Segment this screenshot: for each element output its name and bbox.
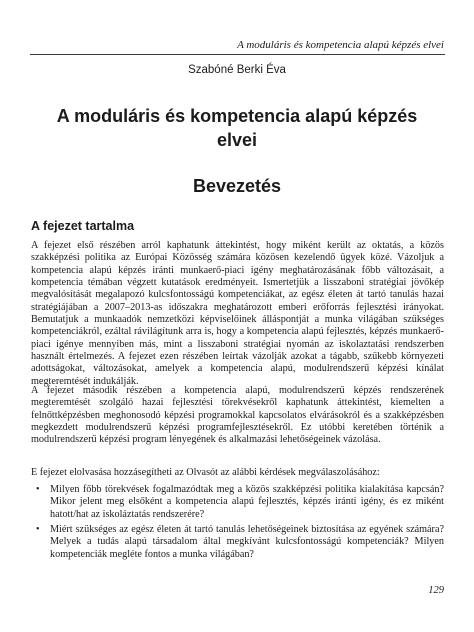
section-heading: A fejezet tartalma xyxy=(31,219,135,233)
author-name: Szabóné Berki Éva xyxy=(188,64,286,76)
page-title: A moduláris és kompetencia alapú képzés elvei xyxy=(56,106,418,150)
bullet-icon: • xyxy=(36,524,40,536)
list-item xyxy=(31,484,444,521)
page-number: 129 xyxy=(428,585,444,596)
body-paragraph: E fejezet elolvasása hozzásegítheti az Olvasót az alábbi kérdések megválaszolásához: xyxy=(31,467,380,478)
chapter-heading: Bevezetés xyxy=(192,176,282,196)
running-header: A moduláris és kompetencia alapú képzés elvei xyxy=(237,39,444,51)
question-list xyxy=(31,484,444,564)
body-paragraph: A fejezet első részében arról kaphatunk áttekintést, hogy miként került az oktatás, a közös szakképzési politika az Európai Közösség számára közösen kezelendő ügyek közé. Vázoljuk a kompetencia alapú képzés iránti munkaerő-piaci igény meghatározásának főbb változásait, a kompetencia témában végzett kutatások eredményeit. Ismertetjük a lisszaboni stratégiai jövőkép megvalósítását megalapozó kulcsfontosságú kompetenciákat, az egész életen át tartó tanulás hazai stratégiájában a 2007–2013-as időszakra meghatározott emberi erőforrás fejlesztési irányokat. Bemutatjuk a munkaadók nemzetközi képviselőinek álláspontját a munka világában szükséges kompetenciákról, ezáltal rávilágítunk arra is, hogy a kompetencia alapú fejlesztés, képzés munkaerő-piaci igénye mennyiben más, mint a lisszaboni stratégiai nyomán az iskolaztatási rendszerben használt értelmezés. A fejezet ezen részében leírtak vázolják azokat a tágabb, szűkebb környezeti adottságokat, változásokat, amelyek a kompetencia alapú, modulrendszerű képzési kínálat megteremtését indukálják. xyxy=(31,240,444,387)
header-rule xyxy=(30,54,445,55)
list-item-text: Miért szükséges az egész életen át tartó tanulás lehetőségeinek biztosítása az egyének számára? Melyek a tudás alapú társadalom által megkívánt kulcsfontosságú kompetenciák? Milyen kompetenciák megléte fontos a munka világában? xyxy=(50,524,444,560)
bullet-icon: • xyxy=(36,484,40,495)
list-item-text: Milyen főbb törekvések fogalmazódtak meg a közös szakképzési politika kialakítása kapcsán? Mikor jelent meg elsőként a kompetencia alapú fejlesztés, képzés iránti igény, és ez miként hatott/hat az iskoláztatás rendszerére? xyxy=(50,484,444,520)
body-paragraph: A fejezet második részében a kompetencia alapú, modulrendszerű képzés rendszerének megteremtését szolgáló hazai fejlesztési törekvésekről kaphatunk áttekintést, kiemelten a felnőttképzésben meghonosodó képzési programokkal kapcsolatos elvárásokról és a szakképzésben megkezdett modulrendszerű képzési programfejlesztésekről. Ez utóbbi keretében történik a modulrendszerű képzési program lényegének és alkalmazási lehetőségeinek vázolása. xyxy=(31,385,444,446)
list-item xyxy=(31,524,444,561)
